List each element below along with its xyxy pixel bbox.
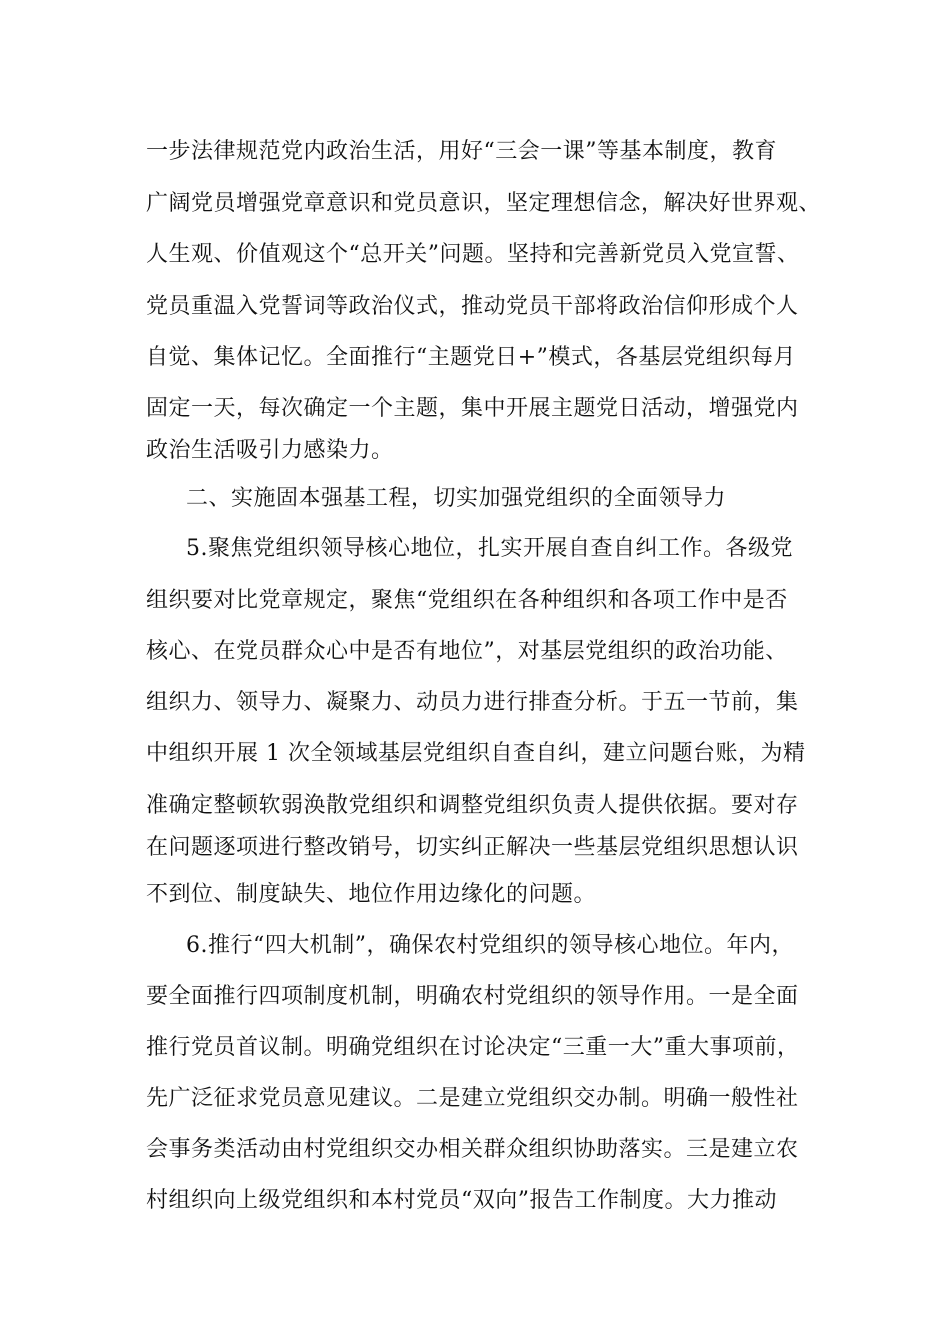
text-line: 在问题逐项进行整改销号，切实纠正解决一些基层党组织思想认识 bbox=[146, 835, 799, 860]
text-line: 自觉、集体记忆。全面推行“主题党日+”模式，各基层党组织每月 bbox=[146, 345, 796, 370]
text-line: 政治生活吸引力感染力。 bbox=[146, 438, 394, 463]
text-line: 人生观、价值观这个“总开关”问题。坚持和完善新党员入党宣誓、 bbox=[146, 242, 800, 267]
text-line: 组织要对比党章规定，聚焦“党组织在各种组织和各项工作中是否 bbox=[146, 588, 788, 613]
section-heading: 二、实施固本强基工程，切实加强党组织的全面领导力 bbox=[186, 486, 727, 511]
text-line: 5.聚焦党组织领导核心地位，扎实开展自查自纠工作。各级党 bbox=[186, 536, 793, 561]
text-line: 中组织开展 1 次全领域基层党组织自查自纠，建立问题台账，为精 bbox=[146, 741, 806, 766]
text-line: 要全面推行四项制度机制，明确农村党组织的领导作用。一是全面 bbox=[146, 984, 799, 1009]
text-line: 6.推行“四大机制”，确保农村党组织的领导核心地位。年内， bbox=[186, 933, 794, 958]
text-line: 先广泛征求党员意见建议。二是建立党组织交办制。明确一般性社 bbox=[146, 1086, 799, 1111]
text-line: 一步法律规范党内政治生活，用好“三会一课”等基本制度，教育 bbox=[146, 139, 777, 164]
text-line: 广阔党员增强党章意识和党员意识，坚定理想信念，解决好世界观、 bbox=[146, 191, 822, 216]
text-line: 村组织向上级党组织和本村党员“双向”报告工作制度。大力推动 bbox=[146, 1188, 777, 1213]
text-line: 会事务类活动由村党组织交办相关群众组织协助落实。三是建立农 bbox=[146, 1137, 799, 1162]
text-line: 不到位、制度缺失、地位作用边缘化的问题。 bbox=[146, 882, 597, 907]
text-line: 核心、在党员群众心中是否有地位”，对基层党组织的政治功能、 bbox=[146, 639, 788, 664]
text-line: 组织力、领导力、凝聚力、动员力进行排查分析。于五一节前，集 bbox=[146, 690, 799, 715]
text-line: 推行党员首议制。明确党组织在讨论决定“三重一大”重大事项前， bbox=[146, 1035, 800, 1060]
text-line: 准确定整顿软弱涣散党组织和调整党组织负责人提供依据。要对存 bbox=[146, 793, 799, 818]
text-line: 党员重温入党誓词等政治仪式，推动党员干部将政治信仰形成个人 bbox=[146, 294, 799, 319]
text-line: 固定一天，每次确定一个主题，集中开展主题党日活动，增强党内 bbox=[146, 396, 799, 421]
